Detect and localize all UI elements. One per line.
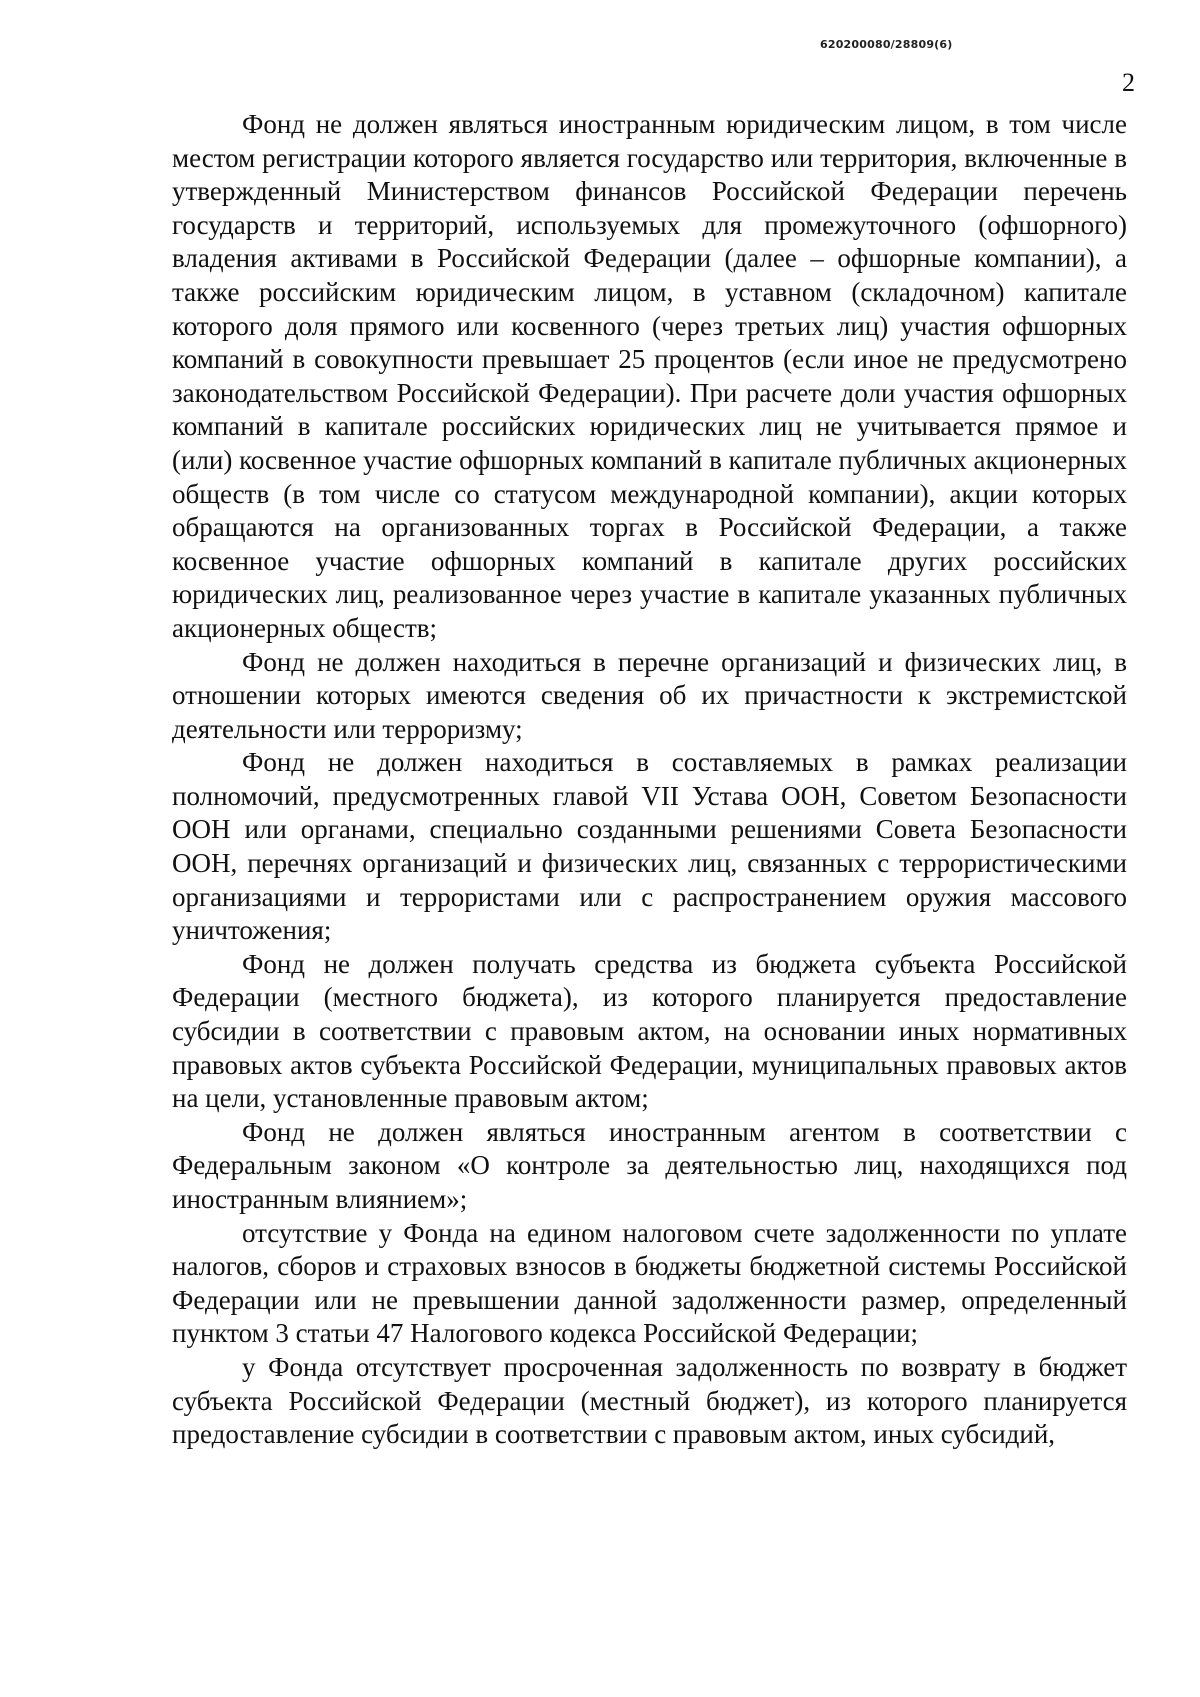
paragraph-tax-debt: отсутствие у Фонда на едином налоговом счете задолженности по уплате налогов, сборов и страховых взносов в бюджеты бюджетной системы Российской Федерации или не превышении данной задолженности размер, определенный пунктом 3 статьи 47 Налогового кодекса Российской Федерации;	[172, 1217, 1127, 1349]
paragraph-extremism-list: Фонд не должен находиться в перечне организаций и физических лиц, в отношении которых имеются сведения об их причастности к экстремистской деятельности или терроризму;	[172, 646, 1127, 744]
paragraph-un-sanctions-list: Фонд не должен находиться в составляемых в рамках реализации полномочий, предусмотренных главой VII Устава ООН, Советом Безопасности ООН или органами, специально созданными решениями Совета Безопасности ООН, перечнях организаций и физических лиц, связанных с террористическими организациями и террористами или с распространением оружия массового уничтожения;	[172, 747, 1127, 946]
paragraph-overdue-debt: у Фонда отсутствует просроченная задолженность по возврату в бюджет субъекта Российской Федерации (местный бюджет), из которого планируется предоставление субсидии в соответствии с правовым актом, иных субсидий,	[172, 1351, 1127, 1450]
paragraph-budget-funds: Фонд не должен получать средства из бюджета субъекта Российской Федерации (местного бюджета), из которого планируется предоставление субсидии в соответствии с правовым актом, на основании иных нормативных правовых актов субъекта Российской Федерации, муниципальных правовых актов на цели, установленные правовым актом;	[172, 948, 1127, 1114]
paragraph-foreign-agent: Фонд не должен являться иностранным агентом в соответствии с Федеральным законом «О контроле за деятельностью лиц, находящихся под иностранным влиянием»;	[172, 1116, 1127, 1214]
document-code: 620200080/28809(6)	[820, 38, 953, 51]
paragraph-offshore-requirement: Фонд не должен являться иностранным юридическим лицом, в том числе местом регистрации которого является государство или территория, включенные в утвержденный Министерством финансов Российской Федерации перечень государств и территорий, используемых для промежуточного (офшорного) владения активами в Российской Федерации (далее – офшорные компании), а также российским юридическим лицом, в уставном (складочном) капитале которого доля прямого или косвенного (через третьих лиц) участия офшорных компаний в совокупности превышает 25 процентов (если иное не предусмотрено законодательством Российской Федерации). При расчете доли участия офшорных компаний в капитале российских юридических лиц не учитывается прямое и (или) косвенное участие офшорных компаний в капитале публичных акционерных обществ (в том числе со статусом международной компании), акции которых обращаются на организованных торгах в Российской Федерации, а также косвенное участие офшорных компаний в капитале других российских юридических лиц, реализованное через участие в капитале указанных публичных акционерных обществ;	[172, 109, 1127, 643]
page-number: 2	[1122, 68, 1135, 97]
document-body	[172, 108, 1127, 1452]
